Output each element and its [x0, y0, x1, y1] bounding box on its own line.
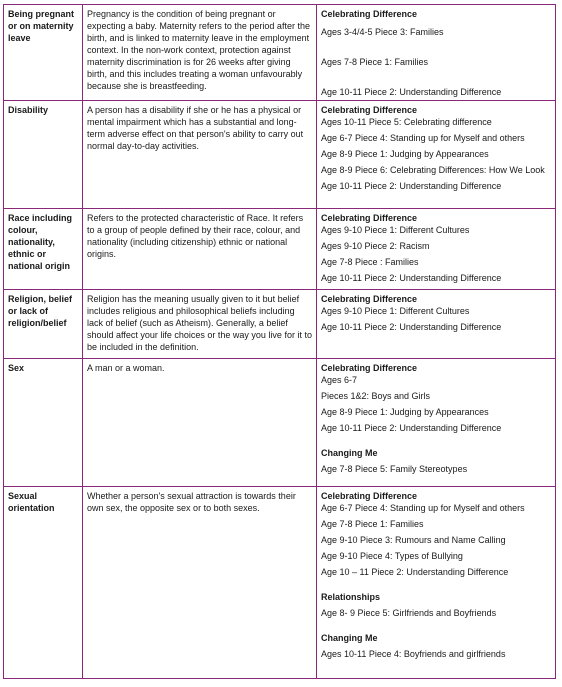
characteristic-cell: Being pregnant or on maternity leave [4, 5, 83, 101]
definition-cell: A person has a disability if she or he has a physical or mental impairment which has a substantial and long-term adverse effect on that person's ability to carry out normal day-to-day activities. [83, 101, 317, 209]
lesson-item: Age 8-9 Piece 1: Judging by Appearances [321, 407, 489, 417]
lesson-heading: Celebrating Difference [321, 294, 418, 304]
table-row [4, 290, 556, 359]
lesson-item: Ages 9-10 Piece 1: Different Cultures [321, 306, 470, 316]
definition-cell: Pregnancy is the condition of being pregnant or expecting a baby. Maternity refers to the period after the birth, and is linked to maternity leave in the employment context. In the non-work context, protection against maternity discrimination is for 26 weeks after giving birth, and this includes treating a woman unfavourably because she is breastfeeding. [83, 5, 317, 101]
definition-cell: Religion has the meaning usually given to it but belief includes religious and philosophical beliefs including lack of belief (such as Atheism). Generally, a belief should affect your life choices or the way you live for it to be included in the definition. [83, 290, 317, 359]
lesson-heading: Celebrating Difference [321, 491, 418, 501]
lesson-item: Ages 10-11 Piece 4: Boyfriends and girlfriends [321, 649, 506, 659]
definition-cell: A man or a woman. [83, 359, 317, 487]
lesson-heading: Changing Me [321, 633, 378, 643]
lesson-item: Age 9-10 Piece 3: Rumours and Name Calling [321, 535, 506, 545]
table-row [4, 209, 556, 290]
characteristic-cell: Religion, belief or lack of religion/belief [4, 290, 83, 359]
lesson-heading: Relationships [321, 592, 381, 602]
lesson-heading: Celebrating Difference [321, 363, 418, 373]
lesson-item: Age 7-8 Piece : Families [321, 257, 419, 267]
definition-cell: Refers to the protected characteristic of Race. It refers to a group of people defined by their race, colour, and nationality (including citizenship) ethnic or national origins. [83, 209, 317, 290]
lesson-item: Ages 6-7 [321, 375, 358, 385]
lesson-item: Age 6-7 Piece 4: Standing up for Myself and others [321, 503, 525, 513]
lessons-cell [317, 209, 556, 290]
lessons-cell [317, 290, 556, 359]
lesson-item: Age 8-9 Piece 1: Judging by Appearances [321, 149, 489, 159]
lesson-item: Age 10 – 11 Piece 2: Understanding Difference [321, 567, 509, 577]
lesson-item: Age 10-11 Piece 2: Understanding Difference [321, 322, 502, 332]
table-row [4, 5, 556, 101]
lesson-item: Age 10-11 Piece 2: Understanding Difference [321, 181, 502, 191]
table-row [4, 359, 556, 487]
lesson-item: Ages 3-4/4-5 Piece 3: Families [321, 27, 444, 37]
lesson-item: Age 10-11 Piece 2: Understanding Difference [321, 273, 502, 283]
lesson-item: Age 10-11 Piece 2: Understanding Difference [321, 87, 502, 97]
lesson-heading: Celebrating Difference [321, 9, 418, 19]
lesson-item: Ages 9-10 Piece 2: Racism [321, 241, 430, 251]
lesson-item: Age 9-10 Piece 4: Types of Bullying [321, 551, 463, 561]
table-row [4, 101, 556, 209]
lesson-heading: Celebrating Difference [321, 105, 418, 115]
lessons-cell [317, 101, 556, 209]
protected-characteristics-table [3, 4, 556, 679]
definition-cell: Whether a person's sexual attraction is towards their own sex, the opposite sex or to both sexes. [83, 487, 317, 679]
lessons-cell [317, 487, 556, 679]
lessons-cell [317, 5, 556, 101]
lesson-item: Age 8-9 Piece 6: Celebrating Differences: How We Look [321, 165, 545, 175]
lesson-heading: Changing Me [321, 448, 378, 458]
lesson-item: Ages 10-11 Piece 5: Celebrating difference [321, 117, 492, 127]
lesson-item: Age 8- 9 Piece 5: Girlfriends and Boyfriends [321, 608, 497, 618]
characteristic-cell: Disability [4, 101, 83, 209]
lesson-item: Ages 7-8 Piece 1: Families [321, 57, 429, 67]
lesson-item: Ages 9-10 Piece 1: Different Cultures [321, 225, 470, 235]
characteristic-cell: Sex [4, 359, 83, 487]
lesson-item: Age 6-7 Piece 4: Standing up for Myself and others [321, 133, 525, 143]
table-row [4, 487, 556, 679]
lesson-item: Pieces 1&2: Boys and Girls [321, 391, 431, 401]
characteristic-cell: Sexual orientation [4, 487, 83, 679]
lessons-cell [317, 359, 556, 487]
lesson-item: Age 7-8 Piece 5: Family Stereotypes [321, 464, 468, 474]
lesson-item: Age 7-8 Piece 1: Families [321, 519, 424, 529]
characteristic-cell: Race including colour, nationality, ethnic or national origin [4, 209, 83, 290]
lesson-heading: Celebrating Difference [321, 213, 418, 223]
lesson-item: Age 10-11 Piece 2: Understanding Difference [321, 423, 502, 433]
